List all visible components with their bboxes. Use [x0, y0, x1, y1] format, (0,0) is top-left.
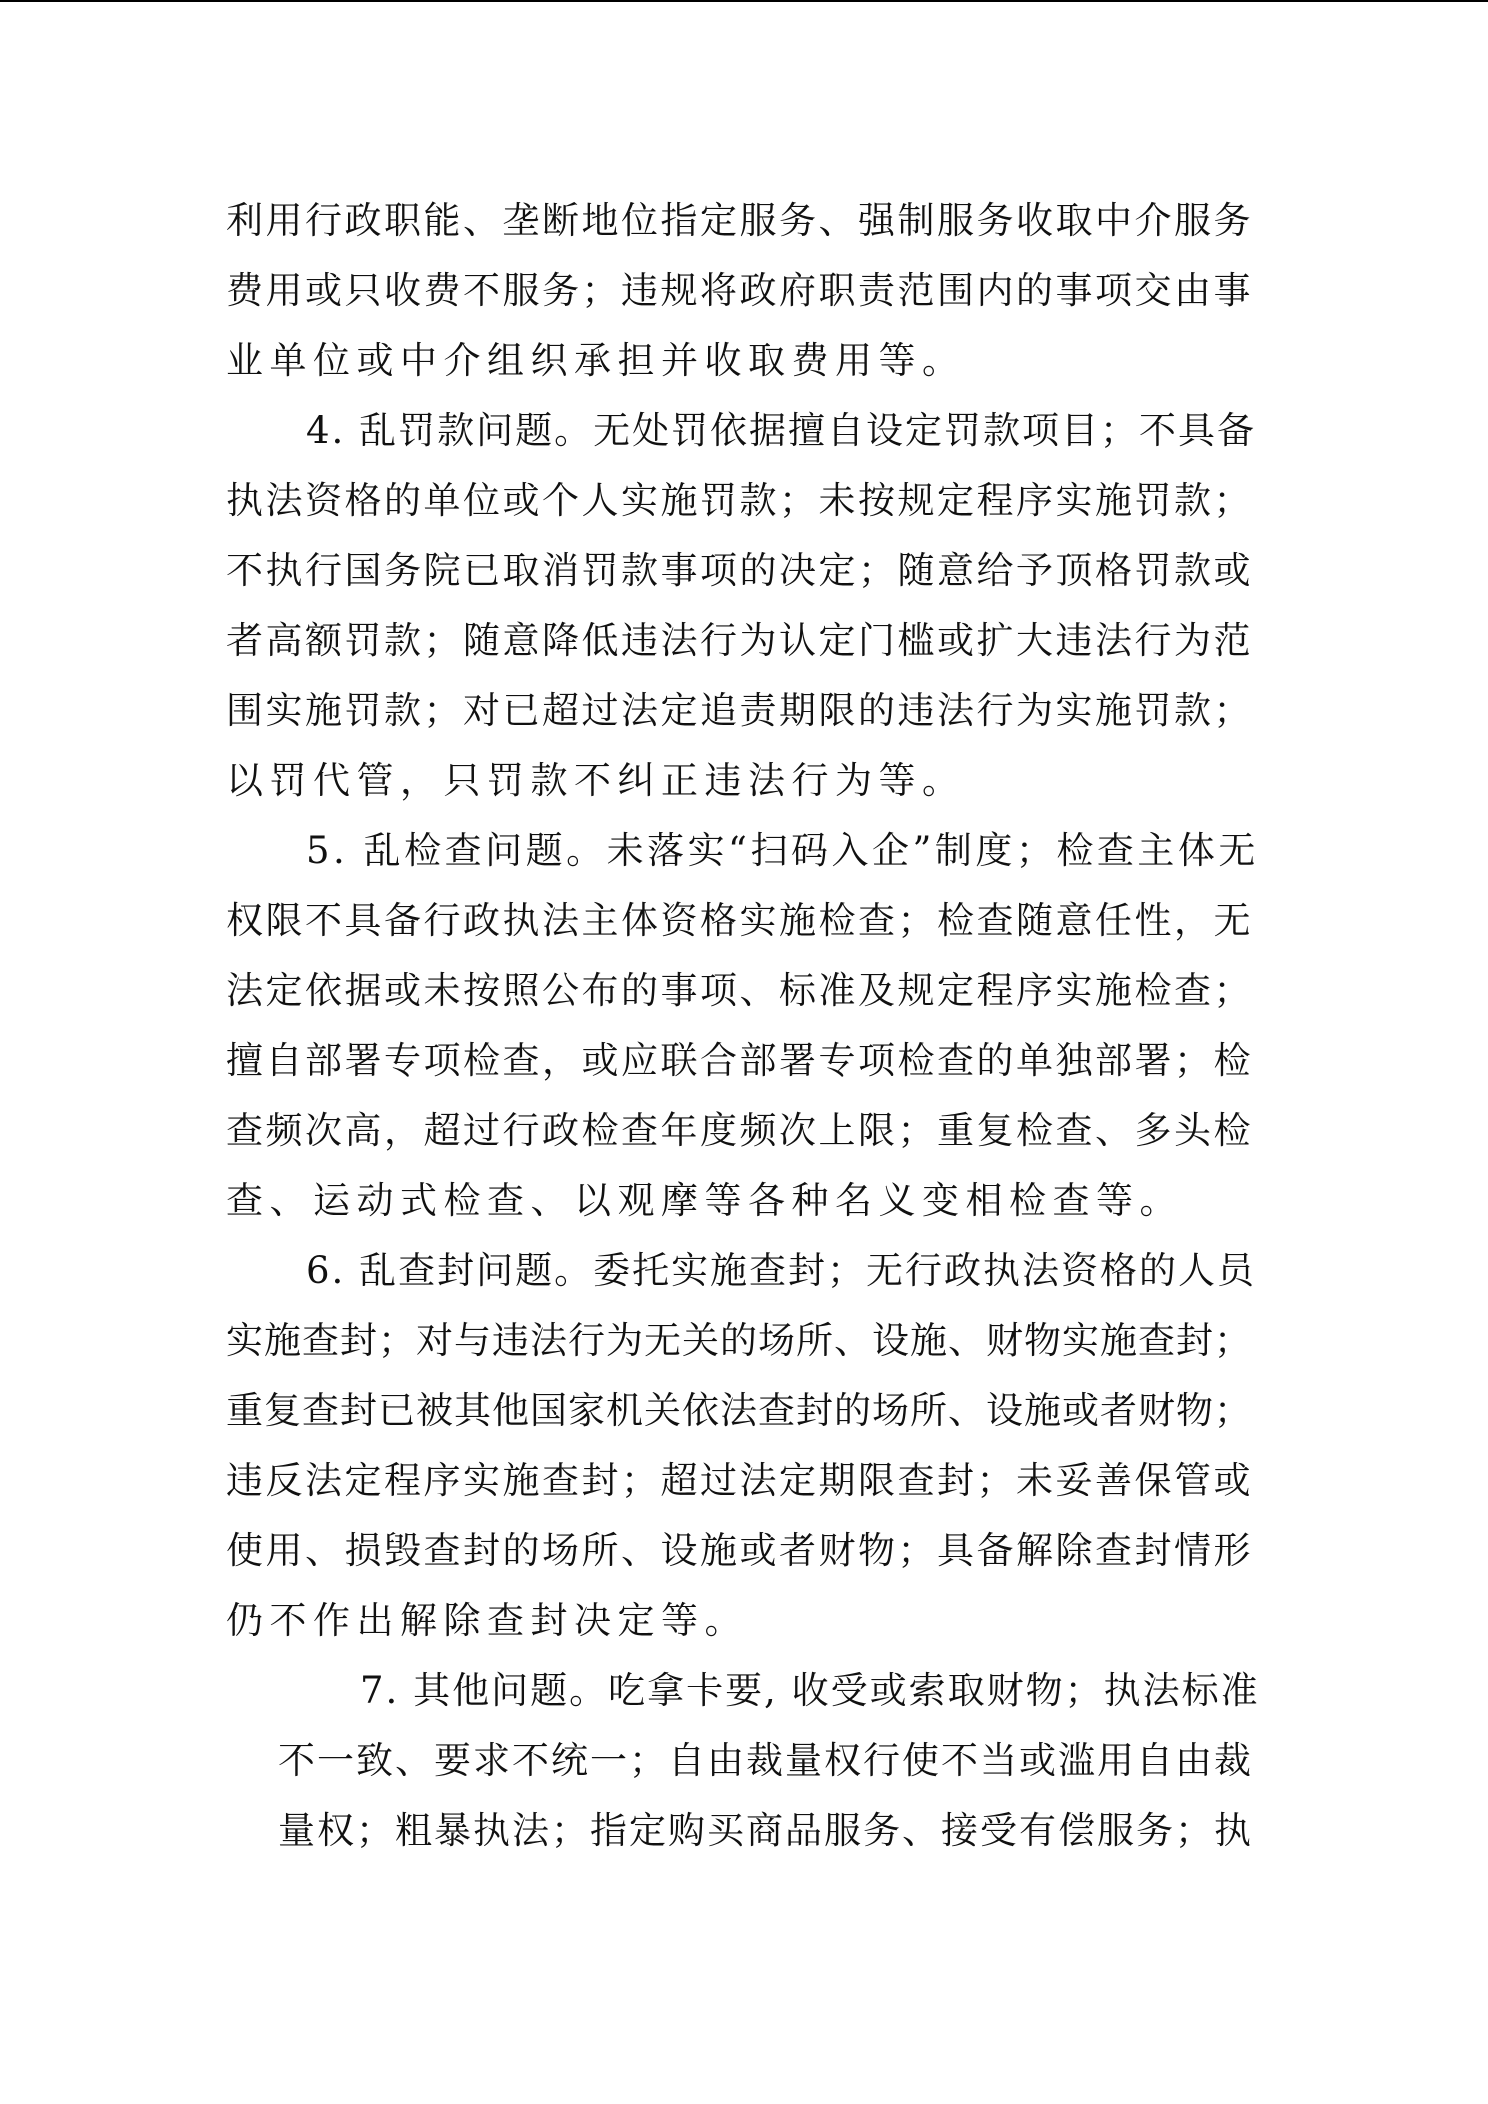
text-line: 量权；粗暴执法；指定购买商品服务、接受有偿服务；执 [278, 1809, 1253, 1852]
text-line: 围实施罚款；对已超过法定追责期限的违法行为实施罚款； [226, 689, 1253, 732]
text-line: 实施查封；对与违法行为无关的场所、设施、财物实施查封； [226, 1319, 1252, 1362]
paragraph-item-6 [226, 1236, 1262, 1656]
text-line: 法定依据或未按照公布的事项、标准及规定程序实施检查； [226, 969, 1253, 1012]
text-line: 不执行国务院已取消罚款事项的决定；随意给予顶格罚款或 [226, 549, 1253, 592]
text-line: 利用行政职能、垄断地位指定服务、强制服务收取中介服务 [226, 199, 1253, 242]
text-line: 仍不作出解除查封决定等。 [226, 1599, 748, 1642]
text-line: 擅自部署专项检查，或应联合部署专项检查的单独部署；检 [226, 1039, 1253, 1082]
text-line: 不一致、要求不统一；自由裁量权行使不当或滥用自由裁 [278, 1739, 1253, 1782]
document-body [226, 186, 1262, 1866]
paragraph-item-5 [226, 816, 1262, 1236]
text-line: 7. 其他问题。吃拿卡要, 收受或索取财物；执法标准 [360, 1669, 1260, 1712]
text-line: 权限不具备行政执法主体资格实施检查；检查随意任性，无 [226, 899, 1253, 942]
text-line: 违反法定程序实施查封；超过法定期限查封；未妥善保管或 [226, 1459, 1253, 1502]
text-line: 重复查封已被其他国家机关依法查封的场所、设施或者财物； [226, 1389, 1252, 1432]
paragraph-continuation [226, 186, 1262, 396]
text-line: 查、运动式检查、以观摩等各种名义变相检查等。 [226, 1179, 1183, 1222]
paragraph-item-7 [226, 1656, 1262, 1866]
text-line: 查频次高，超过行政检查年度频次上限；重复检查、多头检 [226, 1109, 1253, 1152]
text-line: 费用或只收费不服务；违规将政府职责范围内的事项交由事 [226, 269, 1253, 312]
text-line: 执法资格的单位或个人实施罚款；未按规定程序实施罚款； [226, 479, 1253, 522]
text-line: 以罚代管，只罚款不纠正违法行为等。 [226, 759, 966, 802]
text-line: 业单位或中介组织承担并收取费用等。 [226, 339, 966, 382]
text-line: 5. 乱检查问题。未落实“扫码入企”制度；检查主体无 [306, 829, 1259, 872]
text-line: 4. 乱罚款问题。无处罚依据擅自设定罚款项目；不具备 [306, 409, 1257, 452]
text-line: 使用、损毁查封的场所、设施或者财物；具备解除查封情形 [226, 1529, 1253, 1572]
paragraph-item-4 [226, 396, 1262, 816]
text-line: 6. 乱查封问题。委托实施查封；无行政执法资格的人员 [306, 1249, 1257, 1292]
top-border-line [0, 0, 1488, 2]
text-line: 者高额罚款；随意降低违法行为认定门槛或扩大违法行为范 [226, 619, 1253, 662]
